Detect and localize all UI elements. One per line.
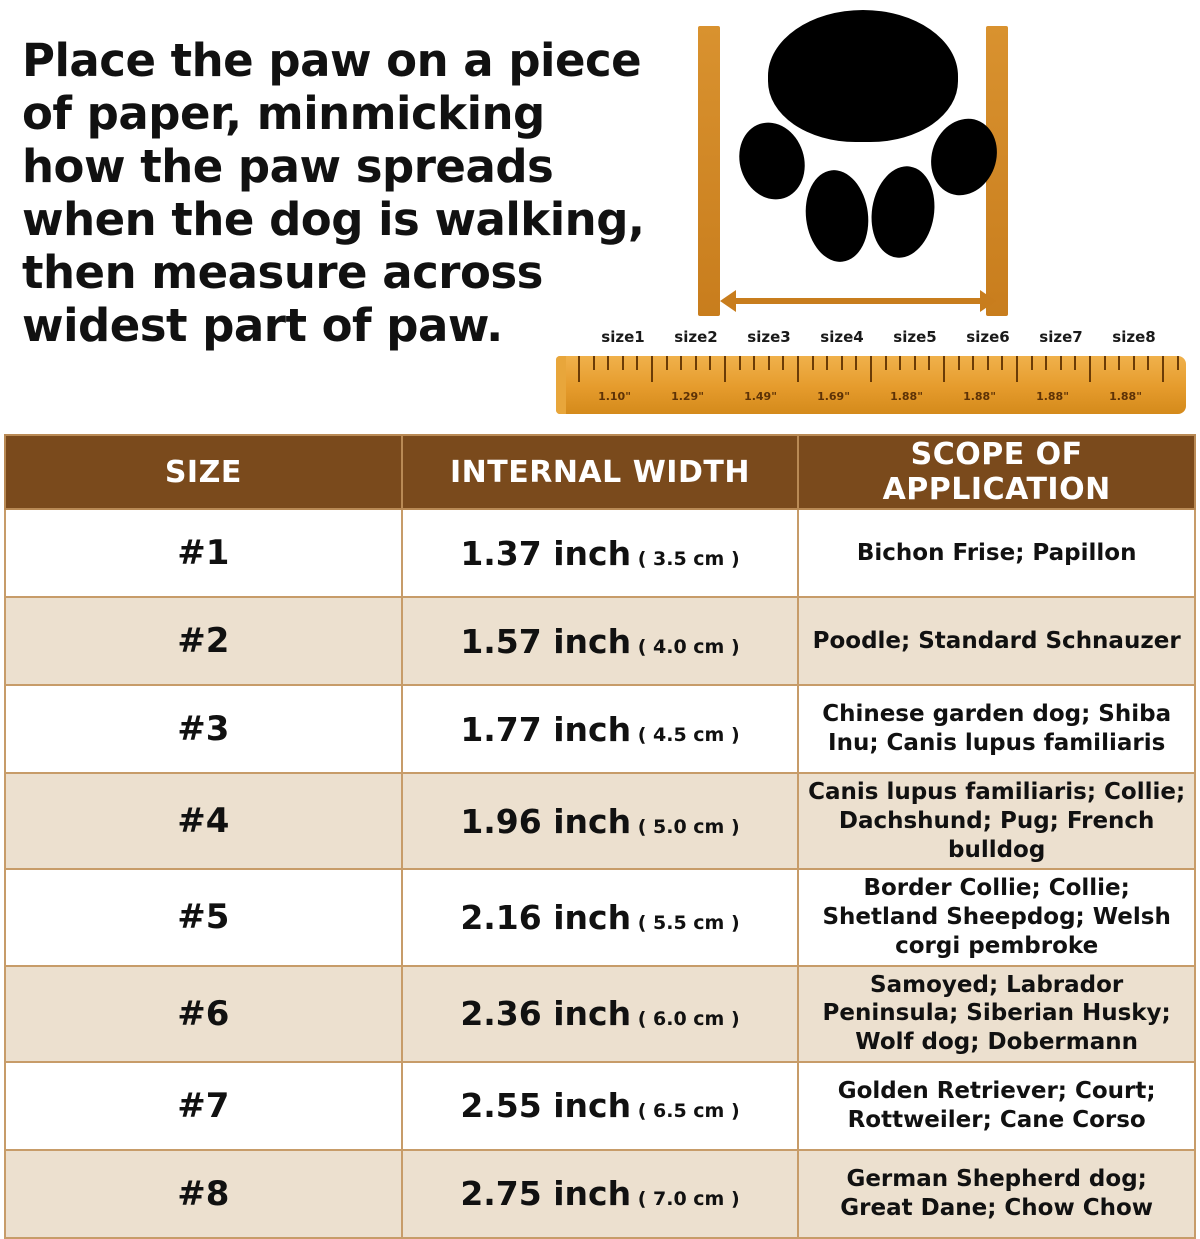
ruler-tick-major bbox=[1162, 356, 1164, 382]
size-table-wrapper bbox=[4, 434, 1196, 1221]
ruler-tick-minor bbox=[1045, 356, 1047, 370]
table-row bbox=[5, 597, 1195, 685]
measure-instruction-text: Place the paw on a piece of paper, minmicking how the paw spreads when the dog is walking, then measure across widest part of paw. bbox=[22, 34, 645, 353]
width-cm-value: ( 3.5 cm ) bbox=[631, 547, 740, 570]
ruler-illustration bbox=[556, 328, 1186, 414]
ruler-tick-minor bbox=[753, 356, 755, 370]
ruler-tick-minor bbox=[1104, 356, 1106, 370]
paw-print-icon bbox=[720, 6, 1000, 296]
ruler-tick-minor bbox=[855, 356, 857, 370]
cell-size: #8 bbox=[5, 1150, 402, 1238]
cell-size: #3 bbox=[5, 685, 402, 773]
width-cm-value: ( 6.0 cm ) bbox=[631, 1008, 740, 1031]
ruler-inch-label: 1.69" bbox=[817, 390, 850, 403]
width-inch-value: 2.75 inch bbox=[460, 1174, 632, 1214]
cell-scope: Poodle; Standard Schnauzer bbox=[798, 597, 1195, 685]
ruler-tick-minor bbox=[680, 356, 682, 370]
cell-size: #5 bbox=[5, 869, 402, 965]
cell-scope: Golden Retriever; Court; Rottweiler; Cane Corso bbox=[798, 1062, 1195, 1150]
size-table-head bbox=[5, 435, 1195, 509]
table-row bbox=[5, 685, 1195, 773]
size-table bbox=[4, 434, 1196, 1239]
cell-size: #1 bbox=[5, 509, 402, 597]
ruler-inch-label: 1.88" bbox=[963, 390, 996, 403]
ruler-tick-minor bbox=[782, 356, 784, 370]
ruler-tick-minor bbox=[709, 356, 711, 370]
ruler-tick-major bbox=[943, 356, 945, 382]
cell-internal-width bbox=[402, 509, 799, 597]
cell-internal-width bbox=[402, 966, 799, 1062]
width-inch-value: 2.36 inch bbox=[460, 994, 632, 1034]
paw-main-pad bbox=[768, 10, 958, 142]
paw-toe-2 bbox=[801, 167, 874, 266]
ruler-tick-major bbox=[651, 356, 653, 382]
ruler-tick-minor bbox=[899, 356, 901, 370]
ruler-tick-minor bbox=[958, 356, 960, 370]
ruler-size-label: size7 bbox=[1039, 328, 1083, 346]
cell-size: #7 bbox=[5, 1062, 402, 1150]
table-row bbox=[5, 509, 1195, 597]
width-inch-value: 2.55 inch bbox=[460, 1086, 632, 1126]
table-row bbox=[5, 1150, 1195, 1238]
ruler-tick-minor bbox=[1060, 356, 1062, 370]
ruler-tick-major bbox=[870, 356, 872, 382]
ruler-tick-minor bbox=[622, 356, 624, 370]
cell-scope: Border Collie; Collie; Shetland Sheepdog; Welsh corgi pembroke bbox=[798, 869, 1195, 965]
header-scope-of-application: SCOPE OF APPLICATION bbox=[798, 435, 1195, 509]
ruler-tick-minor bbox=[1031, 356, 1033, 370]
arrow-line bbox=[732, 298, 984, 304]
width-cm-value: ( 5.0 cm ) bbox=[631, 815, 740, 838]
ruler-size-label: size2 bbox=[674, 328, 718, 346]
ruler-tick-major bbox=[797, 356, 799, 382]
cell-scope: Chinese garden dog; Shiba Inu; Canis lupus familiaris bbox=[798, 685, 1195, 773]
ruler-size-label: size8 bbox=[1112, 328, 1156, 346]
left-bracket-icon bbox=[698, 26, 720, 316]
ruler-tick-minor bbox=[1074, 356, 1076, 370]
table-row bbox=[5, 1062, 1195, 1150]
ruler-tick-minor bbox=[914, 356, 916, 370]
double-arrow-icon bbox=[720, 288, 996, 312]
paw-illustration bbox=[690, 6, 1050, 326]
ruler-body bbox=[556, 356, 1186, 414]
ruler-inch-label: 1.10" bbox=[598, 390, 631, 403]
ruler-inch-label: 1.88" bbox=[1109, 390, 1142, 403]
width-cm-value: ( 6.5 cm ) bbox=[631, 1100, 740, 1123]
width-inch-value: 2.16 inch bbox=[460, 897, 632, 937]
width-inch-value: 1.57 inch bbox=[460, 621, 632, 661]
ruler-size-label: size3 bbox=[747, 328, 791, 346]
width-cm-value: ( 4.5 cm ) bbox=[631, 723, 740, 746]
cell-scope: Canis lupus familiaris; Collie; Dachshund; Pug; French bulldog bbox=[798, 773, 1195, 869]
ruler-tick-minor bbox=[885, 356, 887, 370]
width-cm-value: ( 5.5 cm ) bbox=[631, 911, 740, 934]
width-inch-value: 1.96 inch bbox=[460, 801, 632, 841]
ruler-inch-label: 1.29" bbox=[671, 390, 704, 403]
table-row bbox=[5, 966, 1195, 1062]
ruler-size-label: size6 bbox=[966, 328, 1010, 346]
cell-internal-width bbox=[402, 773, 799, 869]
cell-size: #6 bbox=[5, 966, 402, 1062]
cell-size: #4 bbox=[5, 773, 402, 869]
ruler-tick-minor bbox=[928, 356, 930, 370]
arrow-head-right bbox=[980, 290, 996, 312]
ruler-tick-minor bbox=[1147, 356, 1149, 370]
table-row bbox=[5, 869, 1195, 965]
ruler-tick-major bbox=[1016, 356, 1018, 382]
ruler-tick-minor bbox=[607, 356, 609, 370]
cell-internal-width bbox=[402, 685, 799, 773]
ruler-tick-minor bbox=[1133, 356, 1135, 370]
ruler-tick-major bbox=[1089, 356, 1091, 382]
paw-toe-4 bbox=[921, 109, 1008, 204]
ruler-tick-minor bbox=[768, 356, 770, 370]
table-header-row bbox=[5, 435, 1195, 509]
ruler-inch-label: 1.49" bbox=[744, 390, 777, 403]
ruler-tick-minor bbox=[826, 356, 828, 370]
cell-internal-width bbox=[402, 869, 799, 965]
ruler-size-labels bbox=[598, 328, 1186, 350]
ruler-size-label: size5 bbox=[893, 328, 937, 346]
ruler-tick-minor bbox=[636, 356, 638, 370]
ruler-tick-major bbox=[578, 356, 580, 382]
ruler-tick-minor bbox=[812, 356, 814, 370]
ruler-size-label: size1 bbox=[601, 328, 645, 346]
header-internal-width: INTERNAL WIDTH bbox=[402, 435, 799, 509]
cell-internal-width bbox=[402, 1062, 799, 1150]
ruler-tick-minor bbox=[972, 356, 974, 370]
cell-internal-width bbox=[402, 597, 799, 685]
ruler-tick-minor bbox=[1177, 356, 1179, 370]
size-table-body bbox=[5, 509, 1195, 1238]
ruler-tick-minor bbox=[987, 356, 989, 370]
ruler-inch-label: 1.88" bbox=[1036, 390, 1069, 403]
ruler-tick-minor bbox=[739, 356, 741, 370]
cell-scope: German Shepherd dog; Great Dane; Chow Chow bbox=[798, 1150, 1195, 1238]
ruler-tick-minor bbox=[593, 356, 595, 370]
cell-size: #2 bbox=[5, 597, 402, 685]
width-cm-value: ( 7.0 cm ) bbox=[631, 1188, 740, 1211]
ruler-tick-minor bbox=[1118, 356, 1120, 370]
ruler-tick-minor bbox=[666, 356, 668, 370]
header-size: SIZE bbox=[5, 435, 402, 509]
width-inch-value: 1.77 inch bbox=[460, 709, 632, 749]
ruler-tick-minor bbox=[695, 356, 697, 370]
ruler-size-label: size4 bbox=[820, 328, 864, 346]
ruler-inch-label: 1.88" bbox=[890, 390, 923, 403]
ruler-tick-minor bbox=[841, 356, 843, 370]
cell-scope: Samoyed; Labrador Peninsula; Siberian Husky; Wolf dog; Dobermann bbox=[798, 966, 1195, 1062]
table-row bbox=[5, 773, 1195, 869]
width-inch-value: 1.37 inch bbox=[460, 533, 632, 573]
header-section bbox=[0, 0, 1200, 432]
cell-scope: Bichon Frise; Papillon bbox=[798, 509, 1195, 597]
paw-toe-3 bbox=[865, 162, 941, 263]
ruler-tick-major bbox=[724, 356, 726, 382]
width-cm-value: ( 4.0 cm ) bbox=[631, 635, 740, 658]
cell-internal-width bbox=[402, 1150, 799, 1238]
ruler-tick-minor bbox=[1001, 356, 1003, 370]
